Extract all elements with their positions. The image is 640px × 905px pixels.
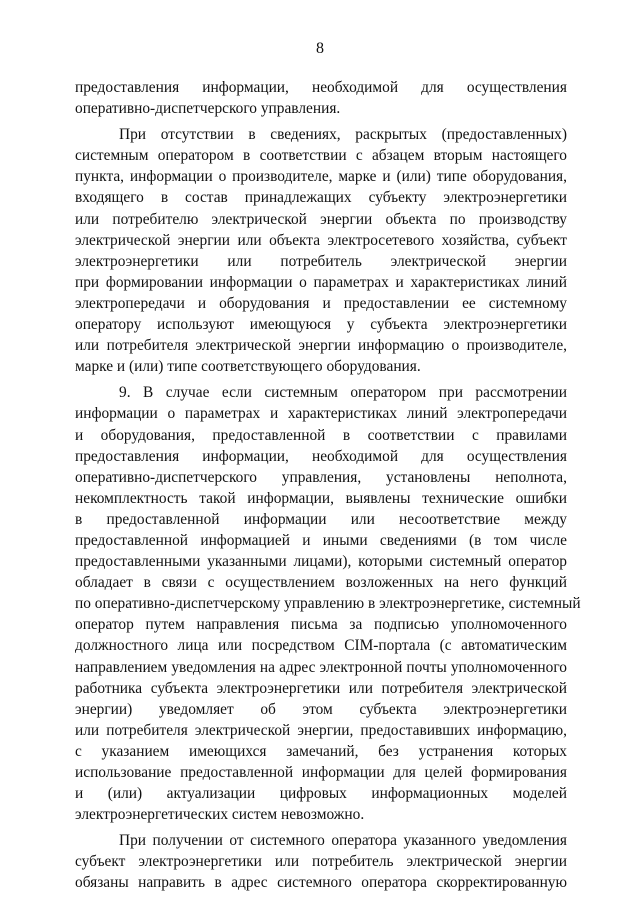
text-line: и (или) актуализации цифровых информационных моделей	[75, 785, 567, 803]
text-line: информации о параметрах и характеристиках линий электропередачи	[75, 405, 567, 423]
text-line: При получении от системного оператора указанного уведомления	[119, 832, 567, 850]
text-line: с указанием имеющихся замечаний, без устранения которых	[75, 742, 567, 760]
text-line: субъект электроэнергетики или потребитель электрической энергии	[75, 853, 567, 871]
text-line: оперативно-диспетчерского управления, установлены неполнота,	[75, 468, 567, 486]
text-line: обладает в связи с осуществлением возложенных на него функций	[75, 574, 567, 592]
text-line: использование предоставленной информации для целей формирования	[75, 764, 567, 781]
text-line: по оперативно-диспетчерскому управлению в электроэнергетике, системный	[75, 595, 581, 613]
text-line: в предоставленной информации или несоответствие между	[75, 510, 567, 528]
text-line: или потребителю электрической энергии объекта по производству	[75, 210, 567, 228]
paragraph	[75, 124, 567, 377]
text-line: оперативно-диспетчерского управления.	[75, 100, 341, 118]
text-line: предоставленной информацией и иными сведениями (в том числе	[75, 531, 567, 549]
text-line: работника субъекта электроэнергетики или потребителя электрической	[75, 679, 567, 697]
paragraph	[75, 77, 567, 119]
text-line: марке и (или) типе соответствующего оборудования.	[75, 358, 421, 376]
text-line: электроэнергетики или потребитель электрической энергии	[75, 252, 567, 270]
text-line: должностного лица или посредством CIM-портала (с автоматическим	[75, 637, 567, 655]
text-line: пункта, информации о производителе, марке и (или) типе оборудования,	[75, 168, 567, 186]
text-line: оператор путем направления письма за подписью уполномоченного	[75, 616, 567, 634]
text-line: и оборудования, предоставленной в соответствии с правилами	[75, 426, 567, 444]
text-line: 9. В случае если системным оператором при рассмотрении	[119, 384, 567, 402]
text-line: электрической энергии или объекта электросетевого хозяйства, субъект	[75, 231, 567, 249]
text-line: электроэнергетических систем невозможно.	[75, 806, 365, 824]
page-number: 8	[316, 40, 324, 57]
text-line: предоставления информации, необходимой для осуществления	[75, 447, 567, 465]
text-line: системным оператором в соответствии с абзацем вторым настоящего	[75, 147, 567, 165]
text-line: входящего в состав принадлежащих субъекту электроэнергетики	[75, 189, 567, 207]
document-body	[75, 77, 581, 899]
text-line: оператору используют имеющуюся у субъекта электроэнергетики	[75, 316, 567, 334]
paragraph	[75, 830, 567, 893]
text-line: энергии) уведомляет об этом субъекта электроэнергетики	[75, 700, 567, 718]
text-line: или потребителя электрической энергии, предоставивших информацию,	[75, 721, 567, 739]
text-line: предоставления информации, необходимой для осуществления	[75, 79, 567, 96]
text-line: при формировании информации о параметрах и характеристиках линий	[75, 273, 567, 291]
text-line: направлением уведомления на адрес электронной почты уполномоченного	[75, 658, 567, 676]
text-line: электропередачи и оборудования и предоставлении ее системному	[75, 294, 567, 312]
paragraph	[75, 382, 581, 825]
text-line: предоставленными указанными лицами), которыми системный оператор	[75, 553, 567, 571]
text-line: или потребителя электрической энергии информацию о производителе,	[75, 337, 567, 355]
text-line: При отсутствии в сведениях, раскрытых (предоставленных)	[119, 126, 567, 144]
text-line: некомплектность такой информации, выявлены технические ошибки	[75, 489, 567, 507]
text-line: обязаны направить в адрес системного оператора скорректированную	[75, 874, 567, 892]
